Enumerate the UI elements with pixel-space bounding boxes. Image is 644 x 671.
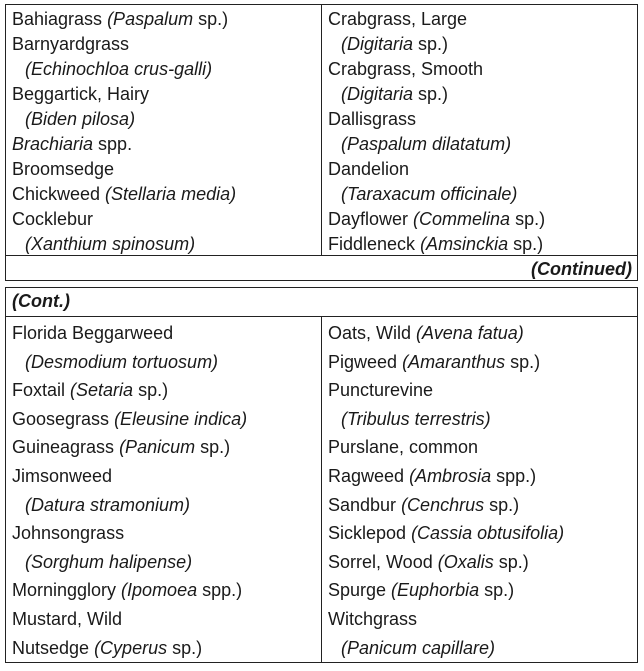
weed-entry	[328, 107, 637, 132]
weed-entry	[328, 82, 637, 107]
scientific-name: (Setaria	[70, 380, 134, 401]
weed-entry	[328, 182, 637, 207]
weed-entry	[328, 634, 637, 663]
weed-entry	[12, 32, 321, 57]
scientific-name: (Biden pilosa)	[25, 109, 136, 129]
scientific-name: (Sorghum halipense)	[25, 551, 193, 572]
species-suffix: sp.)	[413, 34, 449, 54]
weed-column-left	[6, 5, 322, 255]
common-name: Oats, Wild	[328, 323, 417, 343]
common-name: Cocklebur	[12, 209, 94, 229]
common-name: Dayflower	[328, 209, 414, 229]
weed-entry	[328, 548, 637, 577]
common-name: Jimsonweed	[12, 465, 113, 486]
species-suffix: sp.)	[505, 351, 541, 372]
common-name: Dallisgrass	[328, 109, 417, 129]
species-suffix: sp.)	[167, 637, 203, 658]
common-name: Dandelion	[328, 159, 410, 179]
scientific-name: (Amaranthus	[402, 351, 506, 372]
common-name: Purslane, common	[328, 437, 479, 458]
weed-entry	[328, 405, 637, 434]
scientific-name: (Panicum capillare)	[341, 637, 496, 658]
cont-header: (Cont.)	[6, 288, 637, 317]
scientific-name: (Ambrosia	[409, 465, 492, 486]
continued-label: (Continued)	[6, 255, 637, 281]
scientific-name: (Digitaria	[341, 84, 414, 104]
weed-entry	[12, 319, 321, 348]
species-suffix: sp.)	[133, 380, 169, 401]
common-name: Witchgrass	[328, 608, 418, 629]
weed-entry	[12, 433, 321, 462]
weed-entry	[328, 348, 637, 377]
weed-entry	[12, 548, 321, 577]
common-name: Sandbur	[328, 494, 402, 515]
scientific-name: (Ipomoea	[121, 580, 198, 601]
scientific-name: (Cassia obtusifolia)	[411, 523, 565, 544]
weed-entry	[328, 605, 637, 634]
weed-column-right	[322, 5, 637, 255]
scientific-name: Brachiaria	[12, 134, 94, 154]
weed-entry	[12, 348, 321, 377]
weed-entry	[12, 605, 321, 634]
weed-column-right	[322, 317, 637, 662]
common-name: Pigweed	[328, 351, 403, 372]
common-name: Morningglory	[12, 580, 122, 601]
common-name: Foxtail	[12, 380, 71, 401]
weed-entry	[12, 576, 321, 605]
weed-entry	[12, 519, 321, 548]
weed-entry	[12, 132, 321, 157]
scientific-name: (Oxalis	[437, 551, 494, 572]
common-name: Fiddleneck	[328, 234, 421, 254]
weed-entry	[12, 634, 321, 663]
scientific-name: (Taraxacum officinale)	[341, 184, 518, 204]
weed-entry	[12, 82, 321, 107]
weed-entry	[328, 57, 637, 82]
scientific-name: (Eleusine indica)	[114, 408, 248, 429]
weed-entry	[328, 7, 637, 32]
weed-table-bottom	[5, 287, 638, 663]
common-name: Crabgrass, Large	[328, 9, 468, 29]
scientific-name: (Digitaria	[341, 34, 414, 54]
common-name: Johnsongrass	[12, 523, 125, 544]
weed-entry	[328, 376, 637, 405]
scientific-name: (Commelina	[413, 209, 511, 229]
common-name: Beggartick, Hairy	[12, 84, 150, 104]
scientific-name: (Paspalum dilatatum)	[341, 134, 512, 154]
common-name: Bahiagrass	[12, 9, 108, 29]
weed-entry	[328, 519, 637, 548]
common-name: Mustard, Wild	[12, 608, 123, 629]
scientific-name: (Euphorbia	[391, 580, 480, 601]
common-name: Chickweed	[12, 184, 106, 204]
weed-entry	[328, 433, 637, 462]
species-suffix: sp.)	[195, 437, 231, 458]
weed-entry	[12, 182, 321, 207]
species-suffix: sp.)	[493, 551, 529, 572]
scientific-name: (Xanthium spinosum)	[25, 234, 196, 254]
weed-entry	[328, 232, 637, 257]
weed-entry	[328, 32, 637, 57]
weed-entry	[12, 232, 321, 257]
common-name: Nutsedge	[12, 637, 95, 658]
common-name: Sorrel, Wood	[328, 551, 438, 572]
weed-entry	[12, 207, 321, 232]
common-name: Crabgrass, Smooth	[328, 59, 484, 79]
common-name: Spurge	[328, 580, 392, 601]
weed-entry	[328, 132, 637, 157]
scientific-name: (Cenchrus	[401, 494, 485, 515]
weed-entry	[12, 57, 321, 82]
species-suffix: sp.)	[510, 209, 546, 229]
weed-entry	[12, 376, 321, 405]
scientific-name: (Desmodium tortuosum)	[25, 351, 219, 372]
weed-entry	[12, 405, 321, 434]
common-name: Broomsedge	[12, 159, 115, 179]
weed-entry	[328, 207, 637, 232]
weed-entry	[12, 491, 321, 520]
scientific-name: (Paspalum	[107, 9, 194, 29]
weed-entry	[12, 157, 321, 182]
weed-entry	[328, 576, 637, 605]
scientific-name: (Datura stramonium)	[25, 494, 191, 515]
scientific-name: (Amsinckia	[420, 234, 509, 254]
scientific-name: (Panicum	[119, 437, 196, 458]
common-name: Guineagrass	[12, 437, 120, 458]
species-suffix: sp.)	[508, 234, 544, 254]
weed-table-top-columns	[6, 5, 637, 255]
weed-table-top	[5, 4, 638, 281]
common-name: Florida Beggarweed	[12, 323, 174, 343]
scientific-name: (Cyperus	[94, 637, 168, 658]
weed-entry	[12, 462, 321, 491]
weed-entry	[328, 462, 637, 491]
common-name: Puncturevine	[328, 380, 434, 401]
weed-entry	[328, 319, 637, 348]
common-name: Goosegrass	[12, 408, 115, 429]
species-suffix: sp.)	[193, 9, 229, 29]
scientific-name: (Echinochloa crus-galli)	[25, 59, 213, 79]
species-suffix: sp.)	[479, 580, 515, 601]
species-suffix: sp.)	[413, 84, 449, 104]
weed-entry	[12, 107, 321, 132]
weed-entry	[328, 157, 637, 182]
species-suffix: spp.)	[491, 465, 537, 486]
common-name: Ragweed	[328, 465, 410, 486]
species-suffix: spp.	[93, 134, 133, 154]
weed-column-left	[6, 317, 322, 662]
weed-table-bottom-columns	[6, 317, 637, 662]
weed-entry	[328, 491, 637, 520]
weed-entry	[12, 7, 321, 32]
common-name: Barnyardgrass	[12, 34, 130, 54]
common-name: Sicklepod	[328, 523, 412, 544]
scientific-name: (Tribulus terrestris)	[341, 408, 491, 429]
scientific-name: (Stellaria media)	[105, 184, 237, 204]
scientific-name: (Avena fatua)	[416, 323, 524, 343]
species-suffix: spp.)	[197, 580, 243, 601]
species-suffix: sp.)	[484, 494, 520, 515]
